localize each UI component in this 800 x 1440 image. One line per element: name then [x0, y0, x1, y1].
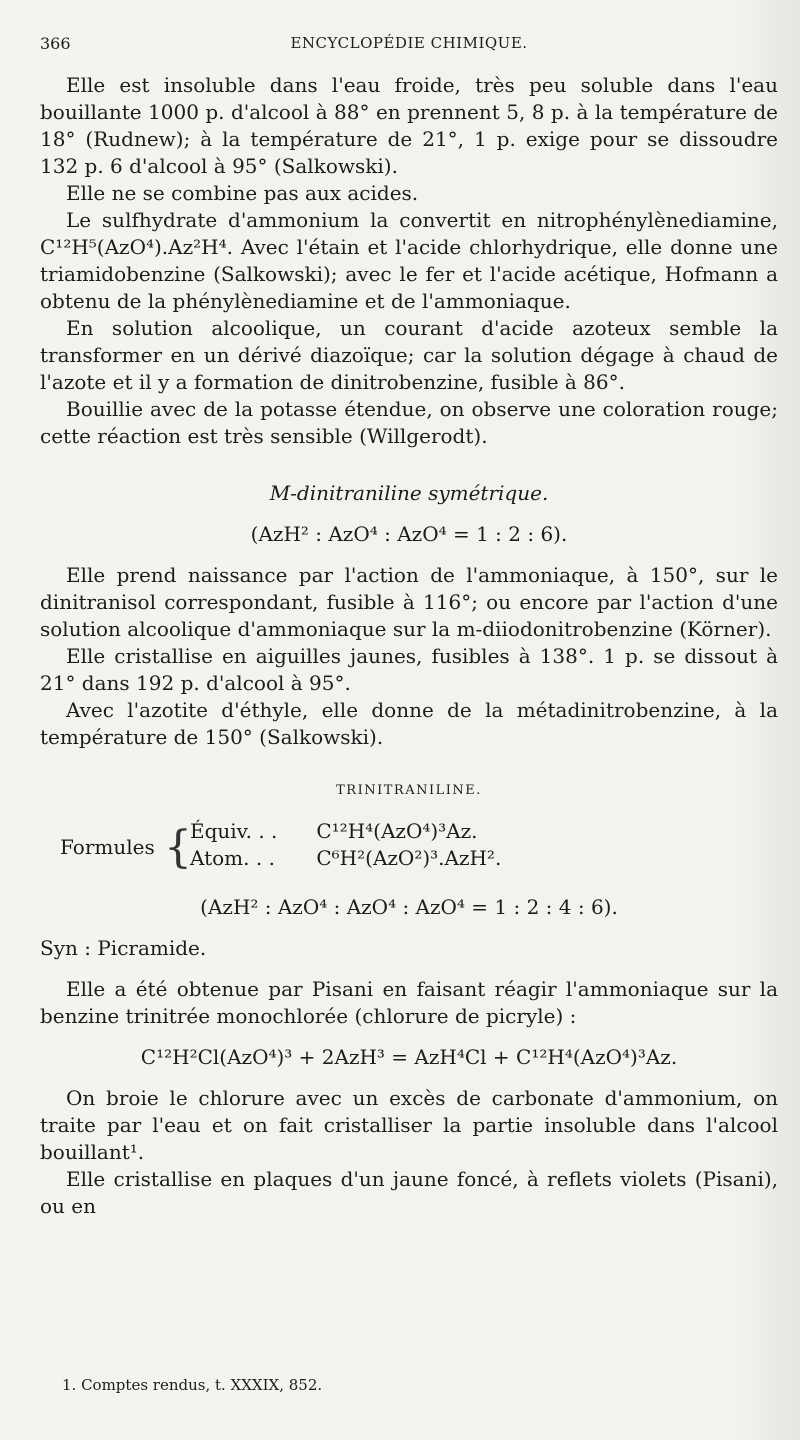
running-title: ENCYCLOPÉDIE CHIMIQUE.	[290, 34, 528, 52]
paragraph: Avec l'azotite d'éthyle, elle donne de la métadinitrobenzine, à la température de 150° (Salkowski).	[40, 698, 778, 749]
page-number: 366	[40, 34, 71, 53]
paragraph: Elle cristallise en plaques d'un jaune foncé, à reflets violets (Pisani), ou en	[40, 1167, 778, 1218]
paragraph: Bouillie avec de la potasse étendue, on observe une coloration rouge; cette réaction est très sensible (Willgerodt).	[40, 397, 778, 448]
paragraph: En solution alcoolique, un courant d'acide azoteux semble la transformer en un dérivé diazoïque; car la solution dégage à chaud de l'azote et il y a formation de dinitrobenzine, fusible à 86°.	[40, 316, 778, 394]
formula-value: C⁶H²(AzO²)³.AzH².	[316, 846, 502, 870]
paragraph: Elle ne se combine pas aux acides.	[66, 181, 419, 205]
formula-row-equiv	[190, 818, 478, 845]
paragraph: Le sulfhydrate d'ammonium la convertit en nitrophénylènediamine, C¹²H⁵(AzO⁴).Az²H⁴. Avec l'étain et l'acide chlorhydrique, elle donne une triamidobenzine (Salkowski); avec le fer et l'acide acétique, Hofmann a obtenu de la phénylènediamine et de l'ammoniaque.	[40, 208, 778, 313]
formula-kind: Équiv. . .	[190, 819, 278, 843]
footnote: 1. Comptes rendus, t. XXXIX, 852.	[62, 1376, 323, 1394]
section-title: M-dinitraniline symétrique.	[269, 481, 549, 505]
ratio-formula: (AzH² : AzO⁴ : AzO⁴ = 1 : 2 : 6).	[250, 522, 568, 546]
formula-value: C¹²H⁴(AzO⁴)³Az.	[316, 819, 478, 843]
paragraph: Elle a été obtenue par Pisani en faisant réagir l'ammoniaque sur la benzine trinitrée monochlorée (chlorure de picryle) :	[40, 977, 778, 1028]
formula-row-atom	[190, 845, 501, 872]
formulas-label: Formules	[60, 835, 155, 859]
page-body	[40, 72, 778, 1220]
paragraph: On broie le chlorure avec un excès de carbonate d'ammonium, on traite par l'eau et on fait cristalliser la partie insoluble dans l'alcool bouillant¹.	[40, 1086, 778, 1164]
formulas-block	[60, 818, 778, 880]
section-heading: TRINITRANILINE.	[336, 783, 482, 798]
paragraph: Elle est insoluble dans l'eau froide, très peu soluble dans l'eau bouillante 1000 p. d'alcool à 88° en prennent 5, 8 p. à la température de 18° (Rudnew); à la température de 21°, 1 p. exige pour se dissoudre 132 p. 6 d'alcool à 95° (Salkowski).	[40, 73, 778, 178]
reaction-equation: C¹²H²Cl(AzO⁴)³ + 2AzH³ = AzH⁴Cl + C¹²H⁴(AzO⁴)³Az.	[140, 1045, 678, 1069]
ratio-formula: (AzH² : AzO⁴ : AzO⁴ : AzO⁴ = 1 : 2 : 4 : 6).	[200, 895, 618, 919]
synonym-line: Syn : Picramide.	[40, 936, 207, 960]
paragraph: Elle cristallise en aiguilles jaunes, fusibles à 138°. 1 p. se dissout à 21° dans 192 p. d'alcool à 95°.	[40, 644, 778, 695]
brace-symbol: {	[164, 822, 192, 873]
page-header	[40, 34, 778, 60]
formula-kind: Atom. . .	[190, 846, 275, 870]
paragraph: Elle prend naissance par l'action de l'ammoniaque, à 150°, sur le dinitranisol correspondant, fusible à 116°; ou encore par l'action d'une solution alcoolique d'ammoniaque sur la m-diiodonitrobenzine (Körner).	[40, 563, 778, 641]
